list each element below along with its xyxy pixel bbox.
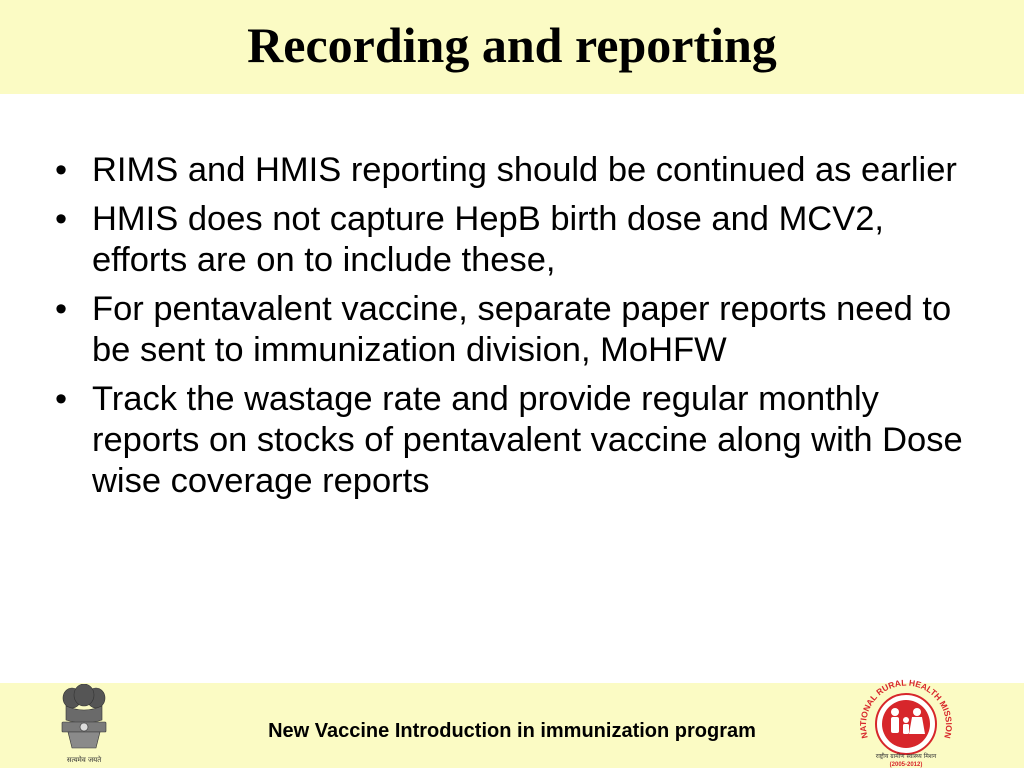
bullet-text: For pentavalent vaccine, separate paper reports need to be sent to immunization division, MoHFW [92, 290, 952, 369]
bullet-dot-icon: • [55, 151, 68, 189]
bullet-text: Track the wastage rate and provide regular monthly reports on stocks of pentavalent vaccine along with Dose wise coverage reports [92, 380, 963, 500]
nrhm-years-text: (2005-2012) [889, 762, 923, 768]
bullet-dot-icon: • [55, 380, 68, 418]
slide-title: Recording and reporting [247, 17, 777, 73]
footer-text: New Vaccine Introduction in immunization program [268, 720, 756, 742]
bullet-text: RIMS and HMIS reporting should be continued as earlier [92, 151, 957, 189]
title-bar [0, 0, 1024, 94]
bullet-item [55, 150, 975, 191]
bullet-dot-icon: • [55, 290, 68, 328]
bullet-item [55, 379, 975, 502]
nrhm-ring-text: NATIONAL RURAL HEALTH MISSION [857, 678, 955, 740]
bullet-dot-icon: • [55, 200, 68, 238]
bullet-text: HMIS does not capture HepB birth dose and MCV2, efforts are on to include these, [92, 200, 885, 279]
nrhm-hindi-text: राष्ट्रीय ग्रामीण स्वास्थ्य मिशन [875, 753, 937, 760]
nrhm-logo-icon [846, 678, 966, 768]
emblem-caption: सत्यमेव जयते [66, 756, 102, 764]
bullet-item [55, 199, 975, 281]
bullet-list [55, 150, 975, 502]
slide-content [55, 150, 975, 510]
bullet-item [55, 289, 975, 371]
